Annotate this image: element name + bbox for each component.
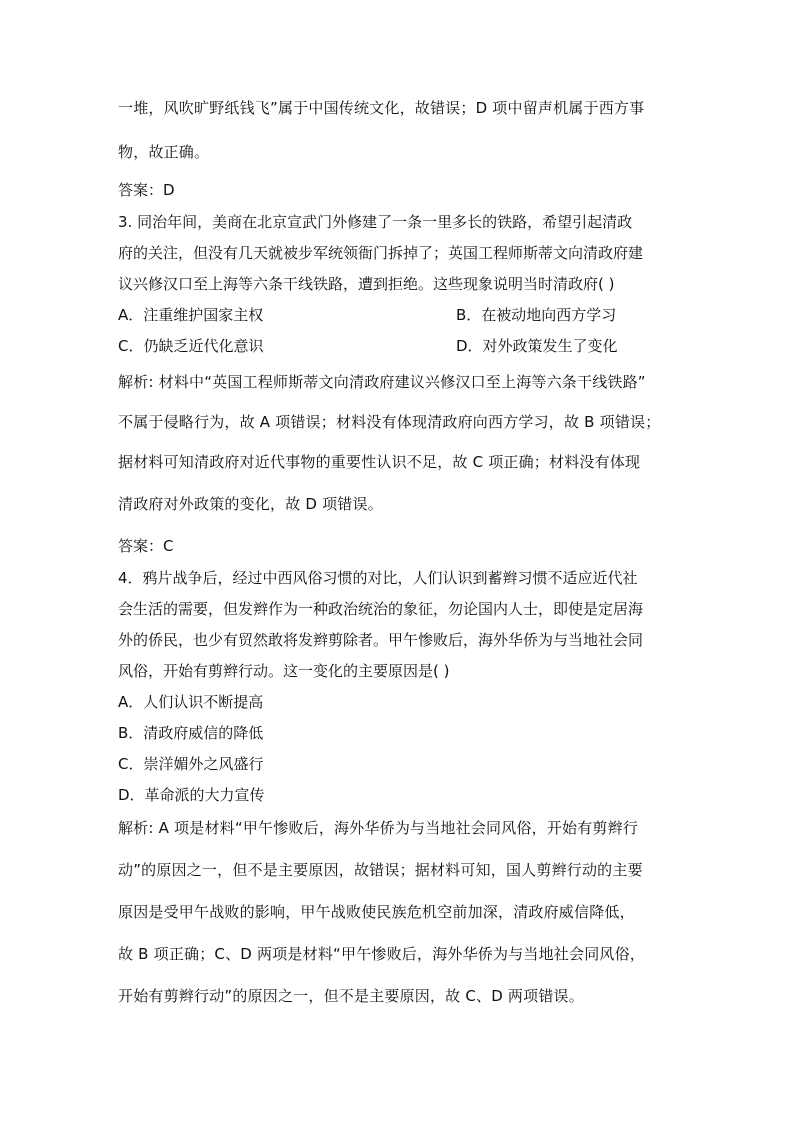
q4-analysis-line-3: 原因是受甲午战败的影响，甲午战败使民族危机空前加深，清政府威信降低， — [118, 903, 635, 921]
q3-answer: 答案：C — [118, 537, 174, 555]
intro-line-1: 一堆，风吹旷野纸钱飞”属于中国传统文化，故错误；D 项中留声机属于西方事 — [118, 99, 645, 117]
answer-2: 答案：D — [118, 181, 175, 199]
q4-analysis-line-4: 故 B 项正确；C、D 两项是材料“甲午惨败后，海外华侨为与当地社会同风俗， — [118, 945, 645, 963]
q4-option-a: A．人们认识不断提高 — [118, 693, 264, 711]
q4-stem-line-3: 外的侨民，也少有贸然敢将发辫剪除者。甲午惨败后，海外华侨为与当地社会同 — [118, 631, 644, 649]
q4-stem-line-1: 4．鸦片战争后，经过中西风俗习惯的对比，人们认识到蓄辫习惯不适应近代社 — [118, 569, 638, 587]
q4-stem-line-2: 会生活的需要，但发辫作为一种政治统治的象征，勿论国内人士，即使是定居海 — [118, 600, 644, 618]
q3-option-d: D．对外政策发生了变化 — [456, 337, 618, 355]
q3-stem-line-2: 府的关注，但没有几天就被步军统领衙门拆掉了；英国工程师斯蒂文向清政府建 — [118, 244, 644, 262]
q3-option-c: C．仍缺乏近代化意识 — [118, 337, 264, 355]
q3-analysis-line-1: 解析: 材料中“英国工程师斯蒂文向清政府建议兴修汉口至上海等六条干线铁路” — [118, 373, 646, 391]
q4-option-c: C．崇洋媚外之风盛行 — [118, 755, 264, 773]
q3-option-a: A．注重维护国家主权 — [118, 306, 264, 324]
q4-option-d: D．革命派的大力宣传 — [118, 786, 265, 804]
q4-option-b: B．清政府威信的降低 — [118, 724, 264, 742]
q3-analysis-line-2: 不属于侵略行为，故 A 项错误；材料没有体现清政府向西方学习，故 B 项错误； — [118, 413, 661, 431]
q4-analysis-line-5: 开始有剪辫行动”的原因之一，但不是主要原因，故 C、D 两项错误。 — [118, 987, 584, 1005]
q4-analysis-line-1: 解析: A 项是材料“甲午惨败后，海外华侨为与当地社会同风俗，开始有剪辫行 — [118, 819, 639, 837]
q3-option-b: B．在被动地向西方学习 — [456, 306, 617, 324]
q3-analysis-line-4: 清政府对外政策的变化，故 D 项错误。 — [118, 495, 383, 513]
intro-line-2: 物，故正确。 — [118, 143, 210, 161]
q4-analysis-line-2: 动”的原因之一，但不是主要原因，故错误；据材料可知，国人剪辫行动的主要 — [118, 861, 643, 879]
q3-stem-line-3: 议兴修汉口至上海等六条干线铁路，遭到拒绝。这些现象说明当时清政府( ) — [118, 275, 615, 293]
q3-analysis-line-3: 据材料可知清政府对近代事物的重要性认识不足，故 C 项正确；材料没有体现 — [118, 453, 641, 471]
q4-stem-line-4: 风俗，开始有剪辫行动。这一变化的主要原因是( ) — [118, 662, 450, 680]
q3-stem-line-1: 3. 同治年间，美商在北京宣武门外修建了一条一里多长的铁路，希望引起清政 — [118, 213, 633, 231]
